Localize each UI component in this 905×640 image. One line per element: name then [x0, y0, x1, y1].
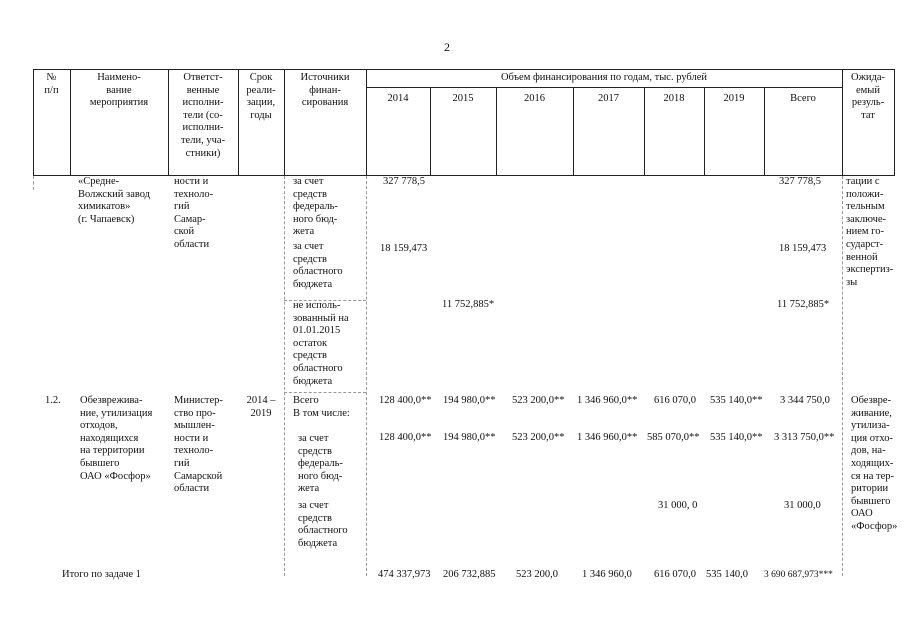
year-2014: 2014: [387, 93, 409, 104]
row12-term: 2014 – 2019: [246, 395, 276, 419]
row12-fed-2019: 535 140,0**: [710, 432, 763, 443]
year-2016: 2016: [524, 93, 545, 104]
cont-source-federal: за счет средств федераль- ного бюд- жета: [293, 176, 338, 238]
row12-total-2017: 1 346 960,0**: [577, 395, 638, 406]
row12-executors: Министер- ство про- мышлен- ности и техноло- гий Самарской области: [174, 395, 223, 495]
page-number: 2: [444, 40, 450, 54]
summary-label: Итого по задаче 1: [62, 569, 141, 580]
cont-result: тации с положи- тельным заключе- нием го- сударст- венной экспертиз- зы: [846, 176, 894, 288]
summary-2015: 206 732,885: [443, 569, 496, 580]
cont-name: «Средне- Волжский завод химикатов» (г. Чапаевск): [78, 176, 151, 225]
col-border: [894, 69, 895, 176]
row12-source-federal: за счет средств федераль- ного бюд- жета: [298, 433, 343, 495]
row12-fed-2017: 1 346 960,0**: [577, 432, 638, 443]
row12-reg-all: 31 000,0: [784, 500, 821, 511]
summary-total: 3 690 687,973***: [764, 570, 833, 580]
cont-v2-total: 18 159,473: [779, 243, 827, 254]
summary-2016: 523 200,0: [516, 569, 558, 580]
row12-total-all: 3 344 750,0: [780, 395, 830, 406]
row12-source-total: Всего В том числе:: [293, 395, 350, 419]
scan-cut-line: [842, 176, 843, 576]
cont-v2-2014: 18 159,473: [380, 243, 428, 254]
header-executors: Ответст- венные исполни- тели (со- исполни- тели, уча- стники): [180, 72, 226, 159]
row12-total-2019: 535 140,0**: [710, 395, 763, 406]
cont-v3-2015: 11 752,885*: [442, 299, 495, 310]
header-volume: Объем финансирования по годам, тыс. рублей: [500, 72, 708, 83]
year-2015: 2015: [452, 93, 474, 104]
row12-reg-2018: 31 000, 0: [658, 500, 698, 511]
cont-v1-total: 327 778,5: [779, 176, 821, 187]
col-border: [366, 69, 367, 176]
row12-source-regional: за счет средств областного бюджета: [298, 500, 348, 549]
year-total: Всего: [790, 93, 816, 104]
summary-2014: 474 337,973: [378, 569, 431, 580]
year-2019: 2019: [723, 93, 745, 104]
row12-fed-all: 3 313 750,0**: [774, 432, 835, 443]
cont-v1-2014: 327 778,5: [383, 176, 425, 187]
row12-fed-2016: 523 200,0**: [512, 432, 565, 443]
year-2018: 2018: [663, 93, 685, 104]
header-num: № п/п: [44, 72, 59, 96]
cont-executors: ности и техноло- гий Самар- ской области: [174, 176, 214, 250]
table-top-border: [33, 69, 895, 70]
cont-v3-total: 11 752,885*: [777, 299, 830, 310]
cont-source-regional: за счет средств областного бюджета: [293, 241, 343, 290]
header-name: Наимено- вание мероприятия: [89, 72, 149, 109]
scan-cut-line: [284, 392, 366, 393]
row12-total-2015: 194 980,0**: [443, 395, 496, 406]
scan-cut-line: [284, 176, 285, 576]
row12-fed-2015: 194 980,0**: [443, 432, 496, 443]
row12-result: Обезвре- живание, утилиза- ция отхо- дов, на- ходящих- ся на тер- ритории бывшего ОАО «Фосфор»: [851, 395, 898, 532]
header-result: Ожида- емый резуль- тат: [851, 72, 885, 121]
year-2017: 2017: [598, 93, 619, 104]
years-row-border: [366, 87, 842, 88]
summary-2019: 535 140,0: [706, 569, 748, 580]
row12-total-2018: 616 070,0: [654, 395, 696, 406]
summary-2017: 1 346 960,0: [582, 569, 632, 580]
header-sources: Источники финан- сирования: [300, 72, 350, 109]
row12-fed-2018: 585 070,0**: [647, 432, 700, 443]
row12-total-2016: 523 200,0**: [512, 395, 565, 406]
row12-total-2014: 128 400,0**: [379, 395, 432, 406]
header-term: Срок реали- зации, годы: [246, 72, 276, 121]
row12-num: 1.2.: [45, 395, 61, 406]
scan-cut-line: [366, 176, 367, 576]
row12-fed-2014: 128 400,0**: [379, 432, 432, 443]
cont-source-unused: не исполь- зованный на 01.01.2015 остаток средств областного бюджета: [293, 300, 349, 387]
summary-2018: 616 070,0: [654, 569, 696, 580]
scan-cut-line: [33, 176, 34, 190]
row12-name: Обезврежива- ние, утилизация отходов, находящихся на территории бывшего ОАО «Фосфор»: [80, 395, 153, 482]
